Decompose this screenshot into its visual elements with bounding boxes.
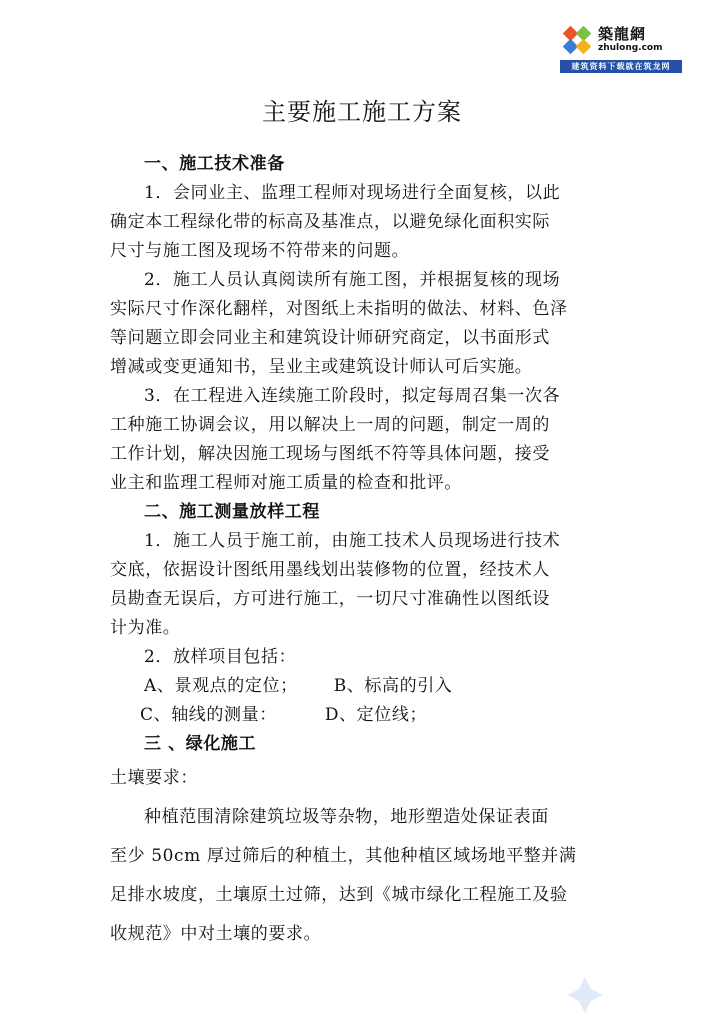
paragraph-line: 2．放样项目包括： [144,647,297,667]
section-heading: 三 、绿化施工 [144,734,257,754]
paragraph-line: 计为准。 [110,618,181,638]
list-item: C、轴线的测量： D、定位线； [140,705,428,725]
list-item: A、景观点的定位； B、标高的引入 [144,676,453,696]
logo-name-cn: 築龍網 [598,25,647,43]
paragraph-line: 业主和监理工程师对施工质量的检查和批评。 [110,473,462,493]
paragraph-line: 等问题立即会同业主和建筑设计师研究商定，以书面形式 [110,328,550,348]
paragraph-line: 足排水坡度，土壤原土过筛，达到《城市绿化工程施工及验 [110,885,568,905]
paragraph-line: 确定本工程绿化带的标高及基准点，以避免绿化面积实际 [110,212,550,232]
paragraph-line: 至少 50cm 厚过筛后的种植土，其他种植区域场地平整并满 [110,846,577,866]
paragraph-line: 实际尺寸作深化翻样，对图纸上未指明的做法、材料、色泽 [110,299,568,319]
logo-slogan: 建筑资料下载就在筑龙网 [560,60,682,73]
paragraph-line: 工作计划，解决因施工现场与图纸不符等具体问题，接受 [110,444,550,464]
paragraph-line: 1．施工人员于施工前，由施工技术人员现场进行技术 [144,531,561,551]
paragraph-line: 3．在工程进入连续施工阶段时，拟定每周召集一次各 [144,386,561,406]
zhulong-logo-icon [562,25,592,55]
logo-domain: zhulong.com [598,43,663,53]
zhulong-logo [560,22,682,76]
paragraph-line: 交底，依据设计图纸用墨线划出装修物的位置，经技术人 [110,560,550,580]
paragraph-line: 1．会同业主、监理工程师对现场进行全面复核，以此 [144,183,561,203]
paragraph-line: 员勘查无误后，方可进行施工，一切尺寸准确性以图纸设 [110,589,550,609]
paragraph-line: 2．施工人员认真阅读所有施工图，并根据复核的现场 [144,270,561,290]
paragraph-line: 种植范围清除建筑垃圾等杂物，地形塑造处保证表面 [144,807,549,827]
document-body [110,150,620,954]
section-heading: 二、施工测量放样工程 [144,502,320,522]
paragraph-line: 尺寸与施工图及现场不符带来的问题。 [110,241,410,261]
subheading: 土壤要求： [110,768,198,788]
paragraph-line: 收规范》中对土壤的要求。 [110,924,322,944]
paragraph-line: 增减或变更通知书，呈业主或建筑设计师认可后实施。 [110,357,533,377]
document-title: 主要施工施工方案 [262,98,462,126]
paragraph-line: 工种施工协调会议，用以解决上一周的问题，制定一周的 [110,415,550,435]
watermark-logo-icon [565,975,605,1015]
section-heading: 一、施工技术准备 [144,154,285,174]
